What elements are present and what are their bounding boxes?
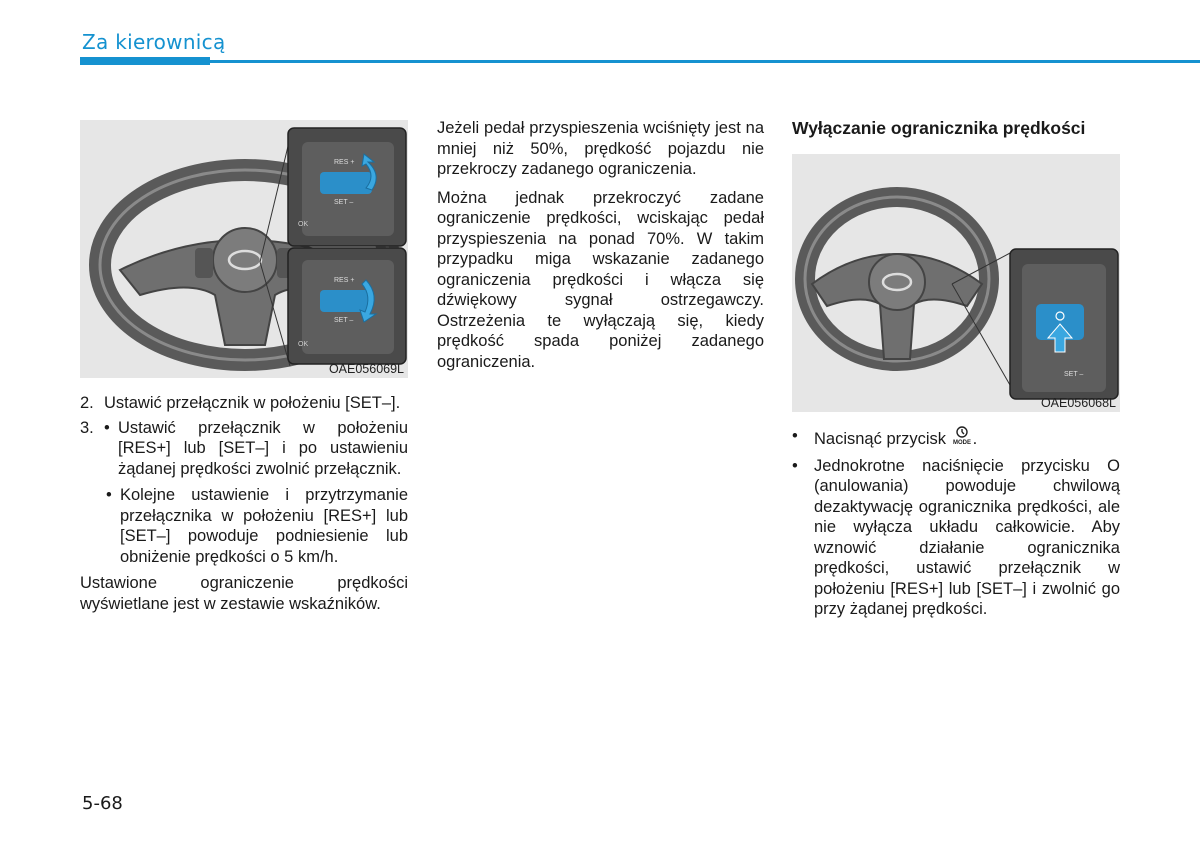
bullet-text: Jednokrotne naciśnięcie przycisku O (anulowania) powoduje chwilową dezaktywację ogranicznika prędkości, ale nie wyłącza układu całkowicie. Aby wznowić działanie ogranicznika prędkości, ustawić przełącznik w położeniu [RES+] lub [SET–] i zwolnić go przy żądanej prędkości. <box>814 456 1120 618</box>
res-label: RES + <box>334 277 355 284</box>
mode-icon <box>951 426 973 446</box>
switch-detail-right <box>1010 249 1118 399</box>
bullet-icon: • <box>792 427 798 445</box>
step-number: 2. <box>80 394 94 412</box>
switch-detail-top <box>288 128 406 246</box>
list-item-step-3 <box>80 418 408 480</box>
speed-switch-highlight <box>320 290 372 312</box>
list-item-bullet <box>792 426 1120 450</box>
list-item-sub-bullet <box>106 485 408 567</box>
set-label: SET – <box>334 199 354 206</box>
ok-label: OK <box>298 221 309 228</box>
middle-column <box>437 118 764 380</box>
list-item-step-2 <box>80 393 408 414</box>
bullet-text: Nacisnąć przycisk <box>814 430 947 448</box>
bullet-icon: • <box>106 486 112 504</box>
mode-icon-label: MODE <box>952 440 971 446</box>
ok-label: OK <box>298 341 309 348</box>
switch-detail-bottom <box>288 248 406 364</box>
figure-code-left: OAE056069L <box>328 362 404 376</box>
speed-switch-highlight <box>320 172 372 194</box>
bullet-icon: • <box>104 418 110 437</box>
steering-wheel-figure-left <box>80 120 408 378</box>
header-rule <box>80 60 1200 63</box>
closing-paragraph: Ustawione ograniczenie prędkości wyświetlane jest w zestawie wskaźników. <box>80 574 408 613</box>
bullet-text-end: . <box>972 430 978 448</box>
paragraph: Można jednak przekroczyć zadane ograniczenie prędkości, wciskając pedał przyspieszenia na ponad 70%. W takim przypadku miga wskazanie zadanego ograniczenia prędkości i włącza się dźwiękowy sygnał ostrzegawczy. Ostrzeżenia te wyłączają się, kiedy prędkość spada poniżej zadanego ograniczenia. <box>437 188 764 371</box>
page-number: 5-68 <box>82 793 123 814</box>
paragraph: Jeżeli pedał przyspieszenia wciśnięty jest na mniej niż 50%, prędkość pojazdu nie przekroczy zadanego ograniczenia. <box>437 119 764 178</box>
steering-hub <box>869 254 925 310</box>
step-number: 3. <box>80 418 94 437</box>
steering-wheel-illustration-left <box>80 120 408 378</box>
steering-wheel-illustration-right <box>792 154 1120 412</box>
left-column <box>80 393 408 622</box>
set-label: SET – <box>1064 371 1084 378</box>
step-text: Kolejne ustawienie i przytrzymanie przełącznika w położeniu [RES+] lub [SET–] powoduje podniesienie lub obniżenie prędkości o 5 km/h. <box>120 486 408 566</box>
page-header-title: Za kierownicą <box>82 30 226 54</box>
steering-hub <box>213 228 277 292</box>
set-label: SET – <box>334 317 354 324</box>
step-text: Ustawić przełącznik w położeniu [RES+] lub [SET–] i po ustawieniu żądanej prędkości zwolnić przełącznik. <box>118 418 408 478</box>
bullet-icon: • <box>792 456 798 475</box>
figure-code-right: OAE056068L <box>1040 396 1116 410</box>
step-text: Ustawić przełącznik w położeniu [SET–]. <box>104 394 401 412</box>
right-column-text <box>792 426 1120 624</box>
res-label: RES + <box>334 159 355 166</box>
list-item-bullet <box>792 456 1120 620</box>
section-heading: Wyłączanie ogranicznika prędkości <box>792 118 1086 138</box>
steering-wheel-figure-right <box>792 154 1120 412</box>
